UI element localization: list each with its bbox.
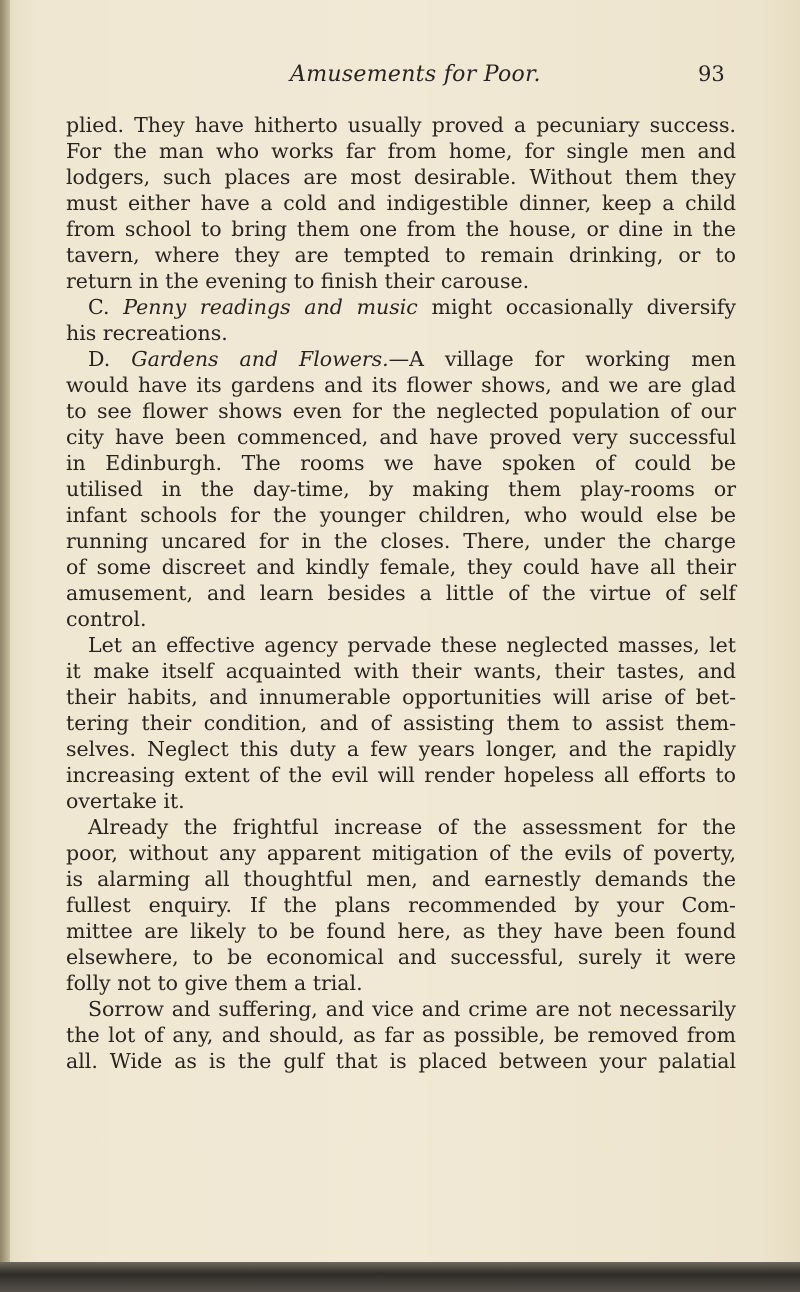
page-number: 93 (698, 62, 725, 86)
text-line: elsewhere, to be economical and successful, surely it were (66, 945, 736, 969)
text-line: mittee are likely to be found here, as they have been found (66, 919, 736, 943)
text-line: their habits, and innumerable opportunities will arise of bet- (66, 685, 736, 709)
text-line: poor, without any apparent mitigation of the evils of poverty, (66, 841, 736, 865)
text-line: tering their condition, and of assisting them to assist them- (66, 711, 736, 735)
running-title: Amusements for Poor. (290, 62, 541, 87)
text-line: the lot of any, and should, as far as possible, be removed from (66, 1023, 736, 1047)
text-line-section-d (66, 346, 736, 372)
text-line: from school to bring them one from the house, or dine in the (66, 217, 736, 241)
section-d-text: —A village for working men (388, 347, 736, 371)
text-line: control. (66, 607, 147, 631)
text-line: tavern, where they are tempted to remain drinking, or to (66, 243, 736, 267)
text-line: Sorrow and suffering, and vice and crime are not necessarily (88, 997, 736, 1021)
page-spine-shadow (0, 0, 10, 1292)
text-line: Let an effective agency pervade these neglected masses, let (88, 633, 736, 657)
text-line: of some discreet and kindly female, they could have all their (66, 555, 736, 579)
page-bottom-edge (0, 1262, 800, 1292)
text-line: infant schools for the younger children, who would else be (66, 503, 736, 527)
text-line: selves. Neglect this duty a few years longer, and the rapidly (66, 737, 736, 761)
text-line: Already the frightful increase of the assessment for the (88, 815, 736, 839)
text-line: For the man who works far from home, for single men and (66, 139, 736, 163)
text-line: utilised in the day-time, by making them play-rooms or (66, 477, 736, 501)
body-text (66, 112, 736, 1074)
text-line: it make itself acquainted with their wants, their tastes, and (66, 659, 736, 683)
running-head (0, 62, 800, 92)
text-line: running uncared for in the closes. There, under the charge (66, 529, 736, 553)
text-line: city have been commenced, and have proved very successful (66, 425, 736, 449)
text-line: would have its gardens and its flower shows, and we are glad (66, 373, 736, 397)
text-line: fullest enquiry. If the plans recommended by your Com- (66, 893, 736, 917)
text-line: lodgers, such places are most desirable. Without them they (66, 165, 736, 189)
text-line: all. Wide as is the gulf that is placed between your palatial (66, 1049, 736, 1073)
text-line-section-c (66, 294, 736, 320)
section-d-label: D. (88, 347, 132, 371)
section-d-heading: Gardens and Flowers. (131, 347, 389, 371)
text-line: must either have a cold and indigestible dinner, keep a child (66, 191, 736, 215)
text-line: is alarming all thoughtful men, and earnestly demands the (66, 867, 736, 891)
text-line: return in the evening to finish their carouse. (66, 269, 530, 293)
text-line: in Edinburgh. The rooms we have spoken of could be (66, 451, 736, 475)
section-c-heading: Penny readings and music (123, 295, 418, 319)
section-c-label: C. (88, 295, 124, 319)
section-c-text: might occasionally diversify (417, 295, 736, 319)
text-line: overtake it. (66, 789, 185, 813)
text-line: folly not to give them a trial. (66, 971, 363, 995)
text-line: increasing extent of the evil will render hopeless all efforts to (66, 763, 736, 787)
text-line: plied. They have hitherto usually proved a pecuniary success. (66, 113, 736, 137)
text-line: to see flower shows even for the neglected population of our (66, 399, 736, 423)
text-line: amusement, and learn besides a little of the virtue of self (66, 581, 736, 605)
text-line: his recreations. (66, 321, 228, 345)
